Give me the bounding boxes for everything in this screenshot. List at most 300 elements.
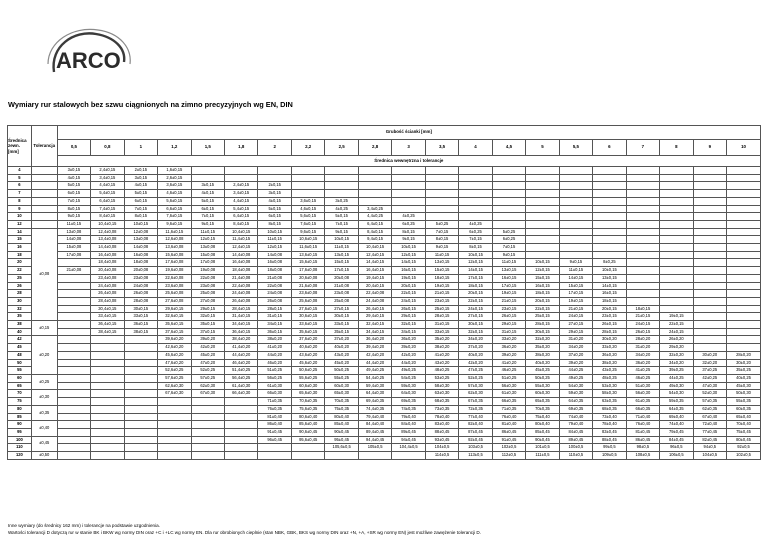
inner-diameter-cell: 15±0,08 <box>57 244 90 252</box>
table-row <box>8 220 761 228</box>
inner-diameter-cell: 47,6±0,20 <box>158 359 191 367</box>
inner-diameter-cell: 29±0,15 <box>191 305 224 313</box>
empty-cell <box>492 213 525 221</box>
table-row <box>8 374 761 382</box>
empty-cell <box>91 428 124 436</box>
inner-diameter-cell: 72±0,40 <box>693 421 726 429</box>
inner-diameter-cell: 6±0,15 <box>124 197 157 205</box>
empty-cell <box>526 220 559 228</box>
inner-diameter-cell: 28±0,15 <box>593 328 626 336</box>
empty-cell <box>626 297 659 305</box>
inner-diameter-cell: 36,4±0,15 <box>91 321 124 329</box>
inner-diameter-cell: 18,4±0,08 <box>91 259 124 267</box>
inner-diameter-cell: 8,4±0,15 <box>358 228 391 236</box>
inner-diameter-cell: 14±0,08 <box>57 236 90 244</box>
inner-diameter-cell: 42±0,25 <box>693 374 726 382</box>
inner-diameter-cell: 6,4±0,15 <box>91 197 124 205</box>
table-row <box>8 413 761 421</box>
inner-diameter-cell: 25±0,08 <box>191 290 224 298</box>
footer-note: Inne wymiary (do średnicy 162 mm) i tolerancje na podstawie uzgodnienia. <box>8 523 160 528</box>
empty-cell <box>727 182 761 190</box>
inner-diameter-cell: 13,4±0,08 <box>91 236 124 244</box>
empty-cell <box>392 452 425 460</box>
empty-cell <box>660 274 693 282</box>
inner-diameter-cell: 62±0,30 <box>459 390 492 398</box>
inner-diameter-cell: 19,6±0,08 <box>158 267 191 275</box>
empty-cell <box>191 436 224 444</box>
empty-cell <box>425 213 458 221</box>
outer-diameter-cell: 28 <box>8 290 32 298</box>
inner-diameter-cell: 23±0,15 <box>492 305 525 313</box>
inner-diameter-cell: 8±0,15 <box>124 213 157 221</box>
empty-cell <box>291 167 324 175</box>
wall-thickness-value: 1 <box>124 140 157 155</box>
inner-diameter-cell: 15±0,15 <box>526 274 559 282</box>
empty-cell <box>57 444 90 452</box>
empty-cell <box>124 405 157 413</box>
empty-cell <box>57 313 90 321</box>
empty-cell <box>526 251 559 259</box>
outer-diameter-cell: 60 <box>8 374 32 382</box>
inner-diameter-cell: 18±0,15 <box>459 282 492 290</box>
inner-diameter-cell: 52±0,25 <box>459 374 492 382</box>
inner-diameter-cell: 4±0,15 <box>258 197 291 205</box>
inner-diameter-cell: 65±0,30 <box>325 390 358 398</box>
inner-diameter-cell: 4±0,25 <box>392 213 425 221</box>
inner-diameter-cell: 41±0,20 <box>258 344 291 352</box>
inner-diameter-cell: 76±0,40 <box>626 421 659 429</box>
inner-diameter-cell: 5±0,15 <box>191 197 224 205</box>
inner-diameter-header-row <box>8 155 761 166</box>
tolerance-cell: ±0,20 <box>31 336 57 375</box>
empty-cell <box>325 190 358 198</box>
empty-cell <box>526 244 559 252</box>
inner-diameter-cell: 105,6±0,5 <box>325 444 358 452</box>
outer-diameter-cell: 70 <box>8 390 32 398</box>
inner-diameter-cell: 17,6±0,08 <box>158 259 191 267</box>
empty-cell <box>492 205 525 213</box>
empty-cell <box>660 182 693 190</box>
empty-cell <box>626 259 659 267</box>
inner-diameter-cell: 8±0,25 <box>593 259 626 267</box>
empty-cell <box>124 344 157 352</box>
empty-cell <box>57 367 90 375</box>
inner-diameter-cell: 88±0,45 <box>425 428 458 436</box>
empty-cell <box>526 174 559 182</box>
inner-diameter-cell: 37±0,20 <box>459 344 492 352</box>
inner-diameter-cell: 7,4±0,15 <box>91 205 124 213</box>
inner-diameter-cell: 44±0,25 <box>660 374 693 382</box>
inner-diameter-cell: 23±0,08 <box>124 274 157 282</box>
inner-diameter-cell: 18±0,15 <box>425 274 458 282</box>
outer-diameter-cell: 25 <box>8 274 32 282</box>
inner-diameter-cell: 64,4±0,30 <box>358 390 391 398</box>
inner-diameter-cell: 35±0,15 <box>325 328 358 336</box>
inner-diameter-cell: 6,4±0,15 <box>225 213 258 221</box>
empty-cell <box>191 428 224 436</box>
empty-cell <box>660 251 693 259</box>
inner-diameter-cell: 109±0,5 <box>593 452 626 460</box>
inner-diameter-cell: 46±0,25 <box>626 374 659 382</box>
empty-cell <box>191 444 224 452</box>
inner-diameter-cell: 18±0,08 <box>258 267 291 275</box>
inner-diameter-cell: 12±0,15 <box>459 259 492 267</box>
table-row <box>8 359 761 367</box>
inner-diameter-cell: 104±0,5 <box>693 452 726 460</box>
wall-thickness-value: 1,8 <box>225 140 258 155</box>
inner-diameter-cell: 2±0,15 <box>258 182 291 190</box>
inner-diameter-cell: 51±0,25 <box>258 367 291 375</box>
inner-diameter-cell: 70,6±0,35 <box>291 398 324 406</box>
table-row <box>8 367 761 375</box>
inner-diameter-cell: 22,6±0,08 <box>158 274 191 282</box>
inner-diameter-cell: 94±0,5 <box>693 444 726 452</box>
inner-diameter-cell: 46±0,25 <box>492 367 525 375</box>
inner-diameter-cell: 3±0,15 <box>258 190 291 198</box>
inner-diameter-cell: 33±0,15 <box>325 321 358 329</box>
inner-diameter-cell: 31±0,20 <box>559 336 592 344</box>
inner-diameter-cell: 45±0,20 <box>325 359 358 367</box>
empty-cell <box>727 282 761 290</box>
inner-diameter-cell: 101±0,5 <box>526 444 559 452</box>
inner-diameter-cell: 35±0,25 <box>727 367 761 375</box>
inner-diameter-cell: 37±0,20 <box>559 351 592 359</box>
inner-diameter-cell: 56±0,25 <box>258 374 291 382</box>
empty-cell <box>57 274 90 282</box>
empty-cell <box>559 182 592 190</box>
table-row <box>8 428 761 436</box>
inner-diameter-cell: 36±0,15 <box>258 328 291 336</box>
tolerance-header: Tolerancja <box>31 126 57 167</box>
wall-thickness-header: Grubość ścianki [mm] <box>57 126 760 140</box>
empty-cell <box>91 367 124 375</box>
empty-cell <box>727 328 761 336</box>
inner-diameter-cell: 51±0,25 <box>492 374 525 382</box>
inner-diameter-cell: 26,4±0,15 <box>358 305 391 313</box>
empty-cell <box>727 313 761 321</box>
inner-diameter-cell: 66±0,35 <box>626 405 659 413</box>
empty-cell <box>626 267 659 275</box>
empty-cell <box>693 213 726 221</box>
inner-diameter-cell: 14±0,08 <box>258 251 291 259</box>
empty-cell <box>124 367 157 375</box>
tolerance-cell-empty <box>31 174 57 182</box>
inner-diameter-cell: 14±0,15 <box>459 267 492 275</box>
inner-diameter-cell: 54±0,30 <box>660 390 693 398</box>
empty-cell <box>358 182 391 190</box>
inner-diameter-cell: 10,6±0,15 <box>291 236 324 244</box>
wall-thickness-value: 8 <box>660 140 693 155</box>
empty-cell <box>559 220 592 228</box>
inner-diameter-cell: 38±0,20 <box>526 351 559 359</box>
inner-diameter-cell: 22±0,08 <box>258 282 291 290</box>
empty-cell <box>191 405 224 413</box>
table-row <box>8 205 761 213</box>
inner-diameter-cell: 95±0,45 <box>325 436 358 444</box>
inner-diameter-cell: 36,4±0,15 <box>225 328 258 336</box>
tolerance-cell: ±0,50 <box>31 452 57 460</box>
inner-diameter-cell: 10±0,15 <box>459 251 492 259</box>
inner-diameter-cell: 89,4±0,45 <box>358 428 391 436</box>
inner-diameter-cell: 21±0,08 <box>57 267 90 275</box>
inner-diameter-cell: 12±0,15 <box>258 244 291 252</box>
empty-cell <box>626 190 659 198</box>
inner-diameter-cell: 66,4±0,30 <box>225 390 258 398</box>
inner-diameter-cell: 32,6±0,15 <box>158 313 191 321</box>
empty-cell <box>660 236 693 244</box>
empty-cell <box>660 197 693 205</box>
empty-cell <box>291 444 324 452</box>
inner-diameter-cell: 45±0,25 <box>526 367 559 375</box>
empty-cell <box>693 205 726 213</box>
inner-diameter-cell: 33,6±0,15 <box>291 321 324 329</box>
inner-diameter-cell: 3,4±0,15 <box>91 174 124 182</box>
inner-diameter-cell: 42±0,20 <box>191 344 224 352</box>
empty-cell <box>727 336 761 344</box>
empty-cell <box>593 213 626 221</box>
inner-diameter-cell: 45±0,30 <box>727 382 761 390</box>
inner-diameter-cell: 100±0,5 <box>559 444 592 452</box>
inner-diameter-cell: 6,4±0,15 <box>358 220 391 228</box>
inner-diameter-cell: 45,6±0,20 <box>291 359 324 367</box>
outer-diameter-cell: 55 <box>8 367 32 375</box>
inner-diameter-cell: 89±0,45 <box>392 428 425 436</box>
table-row <box>8 390 761 398</box>
table-row <box>8 452 761 460</box>
empty-cell <box>124 398 157 406</box>
inner-diameter-cell: 34±0,15 <box>258 321 291 329</box>
table-row <box>8 259 761 267</box>
empty-cell <box>626 174 659 182</box>
inner-diameter-cell: 30±0,20 <box>727 359 761 367</box>
empty-cell <box>626 282 659 290</box>
inner-diameter-cell: 62±0,35 <box>693 405 726 413</box>
inner-diameter-cell: 6±0,15 <box>57 190 90 198</box>
empty-cell <box>225 398 258 406</box>
inner-diameter-cell: 96±0,45 <box>258 436 291 444</box>
logo-text: ARCO <box>56 48 121 73</box>
inner-diameter-cell: 64±0,35 <box>660 405 693 413</box>
empty-cell <box>626 251 659 259</box>
inner-diameter-cell: 7±0,15 <box>459 236 492 244</box>
inner-diameter-cell: 9±0,15 <box>425 244 458 252</box>
outer-diameter-cell: 16 <box>8 244 32 252</box>
diameter-header: Średnica zewn. [mm] <box>8 126 32 167</box>
empty-cell <box>57 436 90 444</box>
inner-diameter-cell: 61,4±0,30 <box>225 382 258 390</box>
empty-cell <box>91 359 124 367</box>
inner-diameter-cell: 76±0,35 <box>258 405 291 413</box>
inner-diameter-cell: 10±0,15 <box>258 228 291 236</box>
inner-diameter-cell: 33±0,20 <box>593 344 626 352</box>
empty-cell <box>727 297 761 305</box>
inner-diameter-cell: 20±0,15 <box>526 297 559 305</box>
inner-diameter-cell: 29±0,15 <box>392 313 425 321</box>
inner-diameter-cell: 67±0,35 <box>459 398 492 406</box>
inner-diameter-cell: 82±0,40 <box>459 421 492 429</box>
inner-diameter-cell: 75,6±0,35 <box>291 405 324 413</box>
inner-diameter-cell: 13,6±0,15 <box>291 251 324 259</box>
inner-diameter-cell: 31±0,15 <box>258 313 291 321</box>
inner-diameter-cell: 12±0,15 <box>191 236 224 244</box>
empty-cell <box>727 321 761 329</box>
inner-diameter-cell: 56±0,30 <box>626 390 659 398</box>
empty-cell <box>559 174 592 182</box>
empty-cell <box>124 336 157 344</box>
tolerance-cell-empty <box>31 220 57 228</box>
inner-diameter-cell: 67,6±0,30 <box>158 390 191 398</box>
empty-cell <box>626 205 659 213</box>
table-row <box>8 213 761 221</box>
outer-diameter-cell: 8 <box>8 197 32 205</box>
inner-diameter-cell: 60±0,35 <box>727 405 761 413</box>
inner-diameter-cell: 4,6±0,15 <box>158 190 191 198</box>
inner-diameter-cell: 11±0,15 <box>258 236 291 244</box>
inner-diameter-cell: 5±0,25 <box>425 220 458 228</box>
empty-cell <box>225 436 258 444</box>
inner-diameter-cell: 47±0,25 <box>459 367 492 375</box>
table-row <box>8 382 761 390</box>
inner-diameter-cell: 4±0,15 <box>124 182 157 190</box>
outer-diameter-cell: 40 <box>8 328 32 336</box>
inner-diameter-cell: 24±0,08 <box>258 290 291 298</box>
empty-cell <box>727 213 761 221</box>
empty-cell <box>693 297 726 305</box>
outer-diameter-cell: 6 <box>8 182 32 190</box>
inner-diameter-cell: 39±0,20 <box>492 351 525 359</box>
inner-diameter-cell: 11±0,15 <box>191 228 224 236</box>
inner-diameter-cell: 9±0,15 <box>191 220 224 228</box>
inner-diameter-cell: 64±0,35 <box>559 398 592 406</box>
empty-cell <box>57 259 90 267</box>
inner-diameter-cell: 68±0,35 <box>425 398 458 406</box>
inner-diameter-cell: 23±0,15 <box>593 313 626 321</box>
inner-diameter-cell: 6±0,25 <box>392 220 425 228</box>
inner-diameter-cell: 14,4±0,08 <box>225 251 258 259</box>
table-row <box>8 267 761 275</box>
empty-cell <box>660 167 693 175</box>
empty-cell <box>124 436 157 444</box>
empty-cell <box>593 220 626 228</box>
tolerance-cell-empty <box>31 213 57 221</box>
empty-cell <box>191 398 224 406</box>
inner-diameter-cell: 40,6±0,20 <box>291 344 324 352</box>
inner-diameter-cell: 73±0,35 <box>425 405 458 413</box>
inner-diameter-cell: 20±0,08 <box>325 274 358 282</box>
empty-cell <box>727 267 761 275</box>
empty-cell <box>660 190 693 198</box>
inner-diameter-cell: 52,6±0,25 <box>158 367 191 375</box>
inner-diameter-cell: 4,4±0,15 <box>225 197 258 205</box>
empty-cell <box>693 244 726 252</box>
inner-diameter-cell: 3±0,25 <box>325 197 358 205</box>
inner-diameter-cell: 31,4±0,15 <box>225 313 258 321</box>
empty-cell <box>57 382 90 390</box>
inner-diameter-cell: 29,4±0,15 <box>358 313 391 321</box>
empty-cell <box>727 290 761 298</box>
inner-diameter-cell: 69±0,40 <box>660 413 693 421</box>
outer-diameter-cell: 7 <box>8 190 32 198</box>
empty-cell <box>191 452 224 460</box>
wall-thickness-value: 7 <box>626 140 659 155</box>
empty-cell <box>559 251 592 259</box>
inner-diameter-cell: 69±0,35 <box>559 405 592 413</box>
empty-cell <box>258 452 291 460</box>
inner-diameter-cell: 104,4±0,5 <box>392 444 425 452</box>
inner-diameter-cell: 5±0,15 <box>325 213 358 221</box>
empty-cell <box>124 351 157 359</box>
inner-diameter-cell: 83±0,45 <box>593 428 626 436</box>
inner-diameter-cell: 41,4±0,20 <box>225 344 258 352</box>
inner-diameter-cell: 93±0,45 <box>425 436 458 444</box>
empty-cell <box>593 228 626 236</box>
inner-diameter-cell: 38±0,15 <box>124 328 157 336</box>
inner-diameter-cell: 77±0,40 <box>459 413 492 421</box>
table-row <box>8 328 761 336</box>
inner-diameter-cell: 92±0,45 <box>459 436 492 444</box>
inner-diameter-cell: 43±0,25 <box>593 367 626 375</box>
empty-cell <box>492 197 525 205</box>
empty-cell <box>660 267 693 275</box>
empty-cell <box>559 236 592 244</box>
empty-cell <box>91 444 124 452</box>
inner-diameter-cell: 21±0,08 <box>325 282 358 290</box>
empty-cell <box>425 197 458 205</box>
footer-note: Wartości tolerancji D dotyczą rur w stanie BK i BKW wg normy DIN oraz +C i +LC wg normy EN. Dla rur obrobionych cieplnie (stan NBK, GBK, BKS wg normy DIN oraz +N, +A, +SR wg normy EN) jest możliwe zawężenie tolerancji D. <box>8 530 482 535</box>
inner-diameter-cell: 34±0,20 <box>459 336 492 344</box>
inner-diameter-cell: 81±0,40 <box>492 421 525 429</box>
inner-diameter-cell: 39,4±0,20 <box>358 344 391 352</box>
table-row <box>8 321 761 329</box>
empty-cell <box>57 374 90 382</box>
empty-cell <box>425 167 458 175</box>
inner-diameter-cell: 16±0,15 <box>492 274 525 282</box>
inner-diameter-cell: 30,4±0,15 <box>91 305 124 313</box>
inner-diameter-cell: 61±0,35 <box>626 398 659 406</box>
inner-diameter-cell: 92±0,5 <box>727 444 761 452</box>
empty-cell <box>358 174 391 182</box>
inner-diameter-cell: 51±0,30 <box>626 382 659 390</box>
inner-diameter-cell: 74±0,40 <box>559 413 592 421</box>
inner-diameter-cell: 22±0,15 <box>660 321 693 329</box>
inner-diameter-cell: 16±0,15 <box>392 267 425 275</box>
inner-diameter-cell: 4,4±0,25 <box>358 213 391 221</box>
inner-diameter-cell: 37,6±0,20 <box>291 336 324 344</box>
empty-cell <box>660 282 693 290</box>
inner-diameter-cell: 20,4±0,15 <box>358 282 391 290</box>
empty-cell <box>358 197 391 205</box>
inner-diameter-cell: 4±0,15 <box>191 190 224 198</box>
empty-cell <box>358 190 391 198</box>
inner-diameter-cell: 56±0,30 <box>492 382 525 390</box>
inner-diameter-cell: 35±0,15 <box>191 321 224 329</box>
empty-cell <box>57 282 90 290</box>
inner-diameter-cell: 6±0,15 <box>258 213 291 221</box>
inner-diameter-cell: 26,4±0,08 <box>225 297 258 305</box>
inner-diameter-cell: 23,6±0,08 <box>291 290 324 298</box>
inner-diameter-cell: 30±0,15 <box>459 321 492 329</box>
inner-diameter-cell: 8±0,15 <box>258 220 291 228</box>
inner-diameter-cell: 47±0,20 <box>191 359 224 367</box>
inner-diameter-cell: 2±0,15 <box>124 167 157 175</box>
empty-cell <box>225 413 258 421</box>
empty-cell <box>392 190 425 198</box>
inner-diameter-cell: 23±0,15 <box>425 297 458 305</box>
inner-diameter-cell: 63±0,30 <box>425 390 458 398</box>
inner-diameter-cell: 76±0,40 <box>492 413 525 421</box>
empty-cell <box>158 436 191 444</box>
empty-cell <box>526 197 559 205</box>
